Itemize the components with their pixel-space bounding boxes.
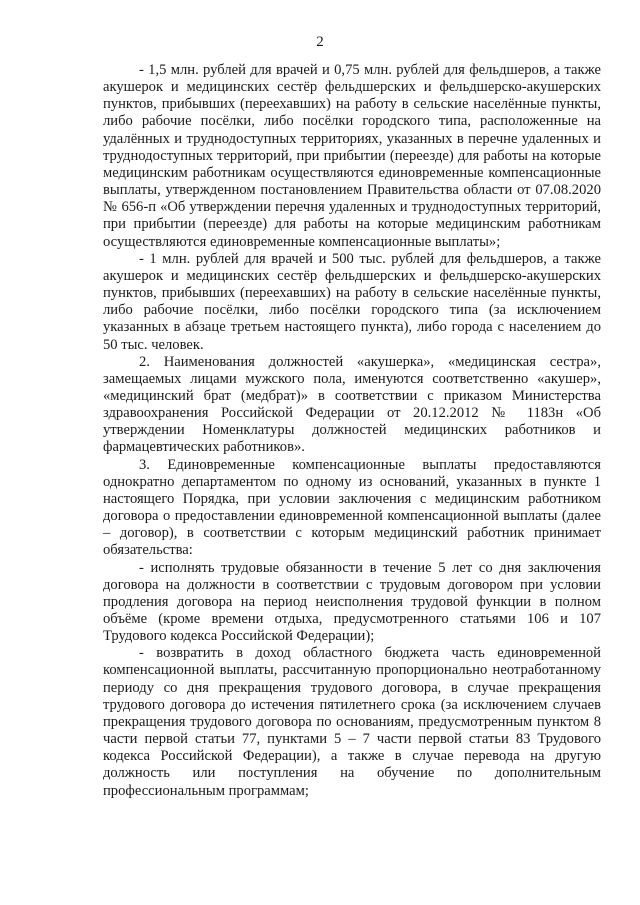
paragraph-2-position-names: 2. Наименования должностей «акушерка», «медицинская сестра», замещаемых лицами мужского пола, именуются соответственно «акушер», «медицинский брат (медбрат)» в соответствии с приказом Министерства здравоохранения Российской Федерации от 20.12.2012 № 1183н «Об утверждении Номенклатуры должностей медицинских работников и фармацевтических работников». xyxy=(103,353,601,456)
document-body xyxy=(103,62,601,800)
paragraph-3-payment-conditions: 3. Единовременные компенсационные выплаты предоставляются однократно департаментом по одному из оснований, указанных в пункте 1 настоящего Порядка, при условии заключения с медицинским работником договора о предоставлении единовременной компенсационной выплаты (далее – договор), в соответствии с которым медицинский работник принимает обязательства: xyxy=(103,456,601,559)
paragraph-payment-1-5-million: - 1,5 млн. рублей для врачей и 0,75 млн. рублей для фельдшеров, а также акушерок и медицинских сестёр фельдшерских и фельдшерско-акушерских пунктов, прибывших (переехавших) на работу в сельские населённые пункты, либо рабочие посёлки, либо посёлки городского типа, расположенные на удалённых и труднодоступных территориях, указанных в перечне удаленных и труднодоступных территорий, при прибытии (переезде) для работы на которые медицинским работникам осуществляются единовременные компенсационные выплаты, утвержденном постановлением Правительства области от 07.08.2020 № 656-п «Об утверждении перечня удаленных и труднодоступных территорий, при прибытии (переезде) для работы на которые медицинским работникам осуществляются единовременные компенсационные выплаты»; xyxy=(103,62,601,250)
page-number: 2 xyxy=(316,34,324,50)
paragraph-obligation-return-payment: - возвратить в доход областного бюджета часть единовременной компенсационной выплаты, рассчитанную пропорционально неотработанному периоду со дня прекращения трудового договора, в случае прекращения трудового договора до истечения пятилетнего срока (за исключением случаев прекращения трудового договора по основаниям, предусмотренным пунктом 8 части первой статьи 77, пунктами 5 – 7 части первой статьи 83 Трудового кодекса Российской Федерации), а также в случае перевода на другую должность или поступления на обучение по дополнительным профессиональным программам; xyxy=(103,645,601,799)
paragraph-payment-1-million: - 1 млн. рублей для врачей и 500 тыс. рублей для фельдшеров, а также акушерок и медицинских сестёр фельдшерских и фельдшерско-акушерских пунктов, прибывших (переехавших) на работу в сельские населённые пункты, либо рабочие посёлки, либо посёлки городского типа (за исключением указанных в абзаце третьем настоящего пункта), либо города с населением до 50 тыс. человек. xyxy=(103,250,601,353)
paragraph-obligation-work-5-years: - исполнять трудовые обязанности в течение 5 лет со дня заключения договора на должности в соответствии с трудовым договором при условии продления договора на период неисполнения трудовой функции в полном объёме (кроме времени отдыха, предусмотренного статьями 106 и 107 Трудового кодекса Российской Федерации); xyxy=(103,559,601,645)
